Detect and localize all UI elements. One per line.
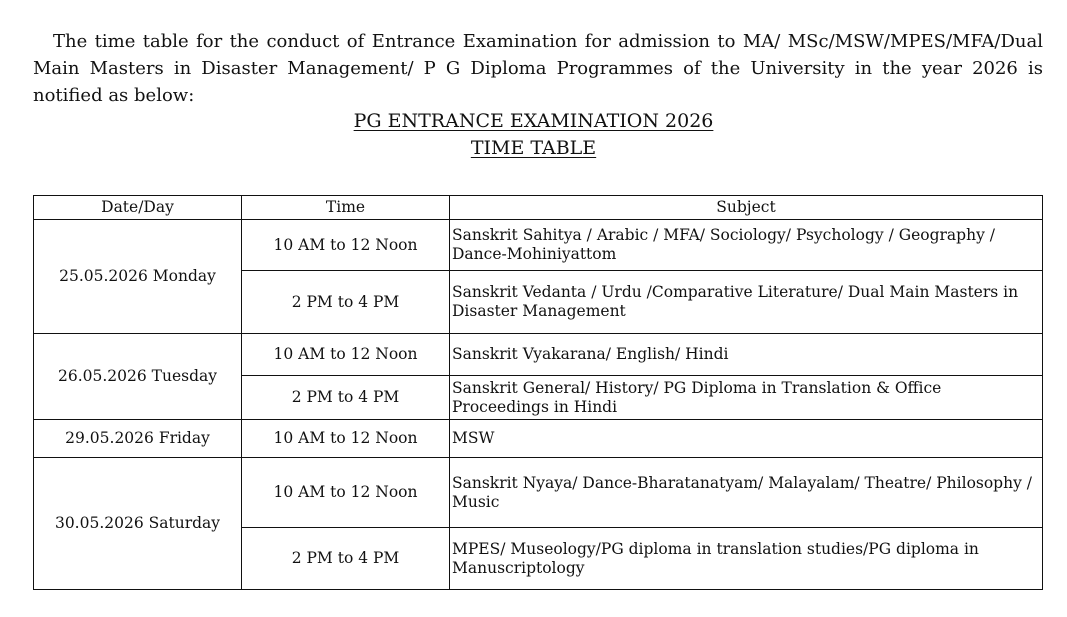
header-time: Time xyxy=(242,196,450,220)
time-cell: 10 AM to 12 Noon xyxy=(242,334,450,376)
subject-cell: MSW xyxy=(450,420,1043,458)
subject-cell: Sanskrit Nyaya/ Dance-Bharatanatyam/ Malayalam/ Theatre/ Philosophy / Music xyxy=(450,458,1043,528)
header-subject: Subject xyxy=(450,196,1043,220)
subject-cell: Sanskrit Vedanta / Urdu /Comparative Literature/ Dual Main Masters in Disaster Management xyxy=(450,271,1043,334)
header-date: Date/Day xyxy=(34,196,242,220)
time-cell: 10 AM to 12 Noon xyxy=(242,458,450,528)
page-subtitle xyxy=(0,136,1067,160)
table-row xyxy=(34,334,1043,376)
table-header-row xyxy=(34,196,1043,220)
subject-cell: Sanskrit General/ History/ PG Diploma in Translation & Office Proceedings in Hindi xyxy=(450,376,1043,420)
subject-cell: MPES/ Museology/PG diploma in translation studies/PG diploma in Manuscriptology xyxy=(450,528,1043,590)
timetable xyxy=(33,195,1043,590)
time-cell: 2 PM to 4 PM xyxy=(242,271,450,334)
table-row xyxy=(34,458,1043,528)
date-cell: 30.05.2026 Saturday xyxy=(34,458,242,590)
date-cell: 25.05.2026 Monday xyxy=(34,220,242,334)
time-cell: 10 AM to 12 Noon xyxy=(242,420,450,458)
table-row xyxy=(34,420,1043,458)
date-cell: 26.05.2026 Tuesday xyxy=(34,334,242,420)
timetable-title: TIME TABLE xyxy=(470,137,597,159)
exam-title: PG ENTRANCE EXAMINATION 2026 xyxy=(353,110,714,132)
page-title xyxy=(0,109,1067,133)
subject-cell: Sanskrit Vyakarana/ English/ Hindi xyxy=(450,334,1043,376)
notice-intro: The time table for the conduct of Entrance Examination for admission to MA/ MSc/MSW/MPES/MFA/Dual Main Masters in Disaster Management/ P G Diploma Programmes of the University in the year 2026 is notified as below: xyxy=(33,31,1043,106)
subject-cell: Sanskrit Sahitya / Arabic / MFA/ Sociology/ Psychology / Geography / Dance-Mohiniyattom xyxy=(450,220,1043,271)
time-cell: 2 PM to 4 PM xyxy=(242,376,450,420)
time-cell: 2 PM to 4 PM xyxy=(242,528,450,590)
date-cell: 29.05.2026 Friday xyxy=(34,420,242,458)
time-cell: 10 AM to 12 Noon xyxy=(242,220,450,271)
table-row xyxy=(34,220,1043,271)
